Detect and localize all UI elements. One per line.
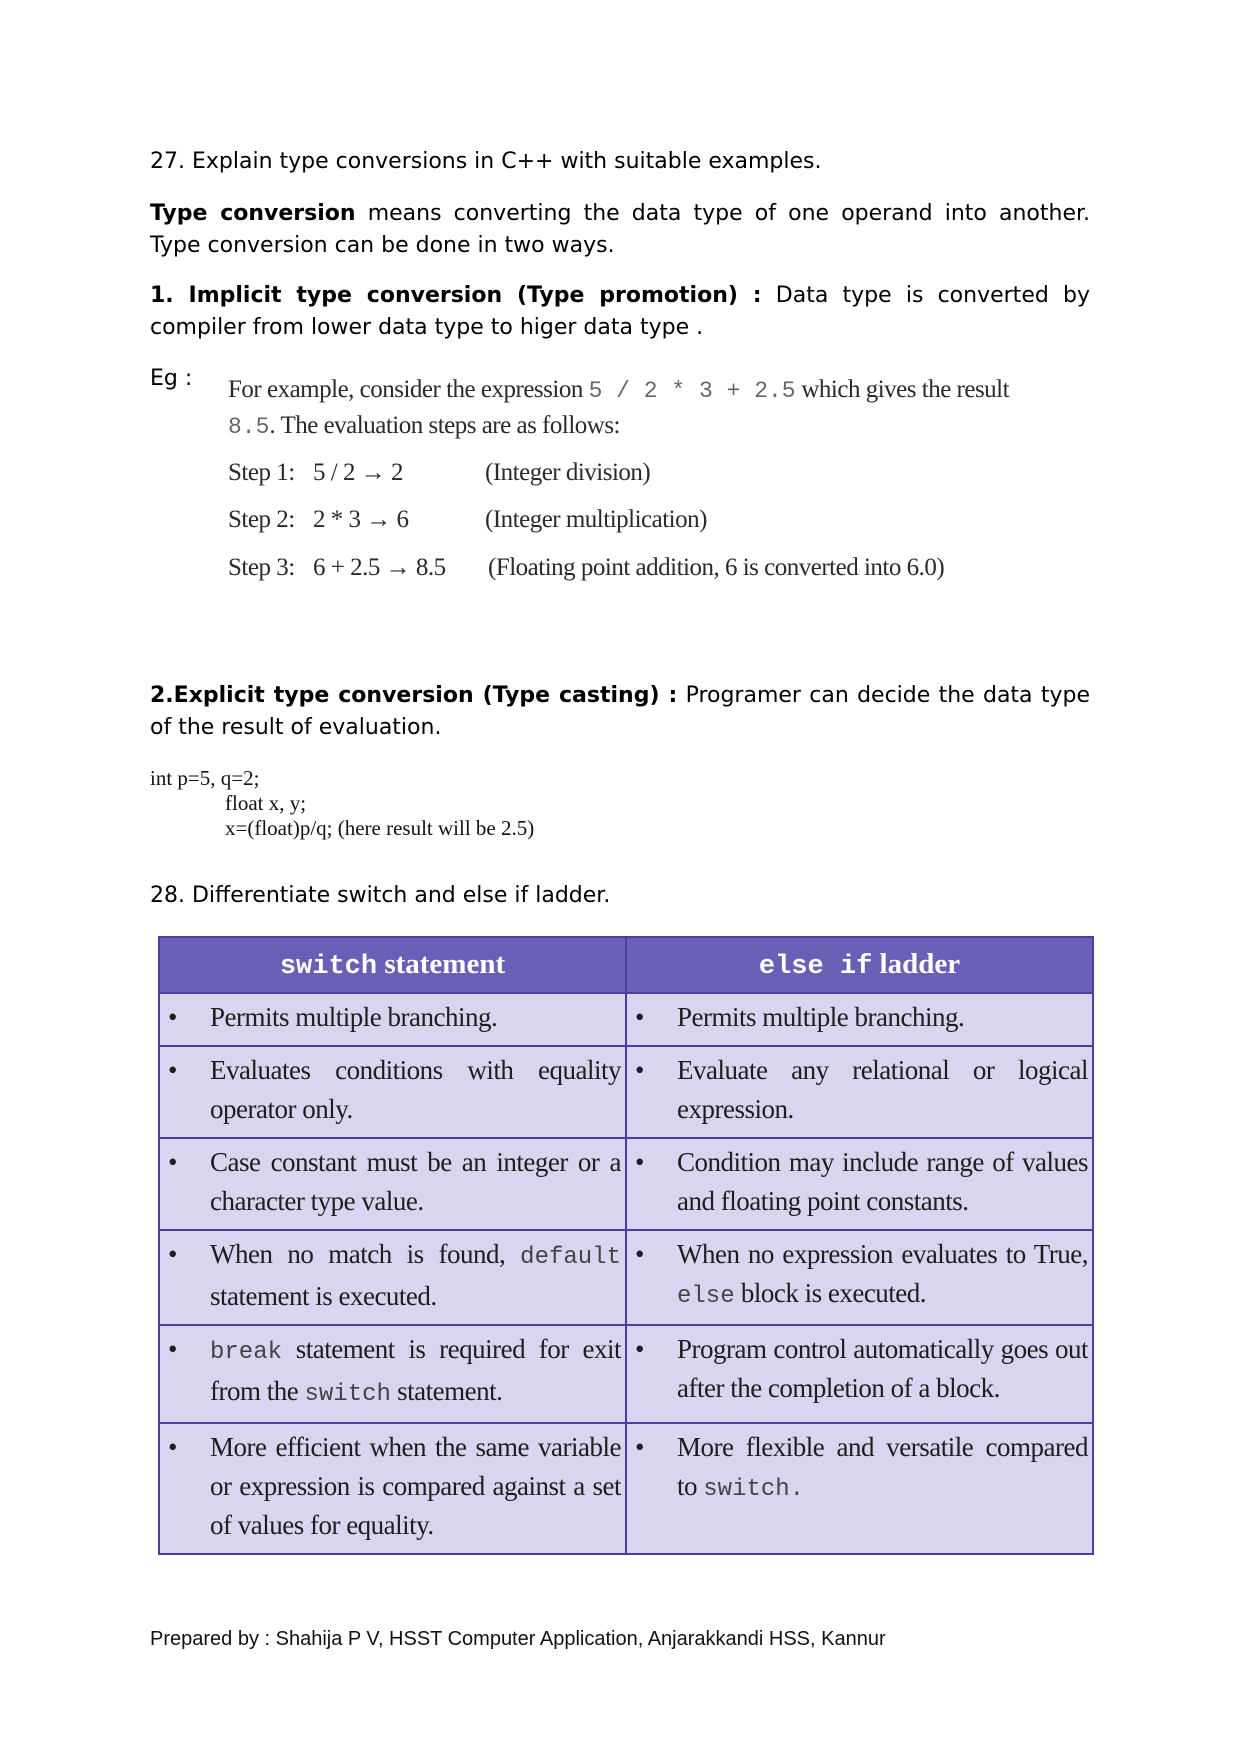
break-keyword: break (210, 1339, 283, 1366)
step-2-label: Step 2: (228, 506, 295, 533)
switch-cell (159, 1138, 626, 1230)
bullet: • (168, 1239, 177, 1269)
cell-text-post: block is executed. (734, 1278, 927, 1308)
bullet: • (635, 1432, 644, 1462)
else-if-cell (626, 1423, 1093, 1554)
switch-cell (159, 1230, 626, 1325)
switch-keyword: switch (304, 1381, 391, 1408)
code-line-3: x=(float)p/q; (here result will be 2.5) (225, 816, 535, 840)
bullet: • (168, 1147, 177, 1177)
switch-cell (159, 1325, 626, 1423)
step-1-note: (Integer division) (485, 459, 651, 486)
else-if-cell (626, 1230, 1093, 1325)
cell-text: Program control automatically goes out after the completion of a block. (677, 1334, 1088, 1403)
code-line-2: float x, y; (225, 791, 307, 815)
table-row (159, 993, 1093, 1046)
bullet: • (635, 1002, 644, 1032)
header-switch-statement (159, 937, 626, 993)
definition-term: Type conversion (150, 201, 356, 226)
cell-text: Permits multiple branching. (677, 1002, 965, 1032)
header-else-if-ladder (626, 937, 1093, 993)
bullet: • (168, 1055, 177, 1085)
default-keyword: default (520, 1244, 621, 1271)
cell-text (210, 1330, 621, 1414)
step-3-note: (Floating point addition, 6 is converted into 6.0) (488, 554, 945, 581)
example-line-1-pre: For example, consider the expression (228, 376, 589, 403)
question-27-heading: 27. Explain type conversions in C++ with suitable examples. (150, 149, 822, 174)
header-switch-text: statement (377, 948, 506, 980)
table-row (159, 1230, 1093, 1325)
step-1-label: Step 1: (228, 459, 295, 486)
cell-text-pre: More flexible and versatile compared to (677, 1432, 1088, 1501)
step-2-expression: 2 * 3 → 6 (313, 506, 409, 533)
bullet: • (168, 1432, 177, 1462)
type-conversion-definition (150, 198, 1090, 262)
table-row (159, 1138, 1093, 1230)
cell-text-pre: When no match is found, (210, 1239, 521, 1269)
example-line-1 (228, 376, 1009, 404)
bullet: • (168, 1002, 177, 1032)
cell-text: Permits multiple branching. (210, 1002, 498, 1032)
switch-cell (159, 993, 626, 1046)
cell-text (210, 1235, 621, 1316)
example-line-1-post: which gives the result (795, 376, 1010, 403)
table-row (159, 1325, 1093, 1423)
bullet: • (635, 1334, 644, 1364)
definition-text: means converting the data type of one operand into another. Type conversion can be done in two ways. (150, 201, 1091, 258)
step-2-note: (Integer multiplication) (485, 506, 707, 533)
cell-text-post: statement. (390, 1376, 503, 1406)
implicit-conversion-text: Data type is converted by compiler from lower data type to higer data type . (150, 283, 1090, 340)
cell-text: More efficient when the same variable or expression is compared against a set of values for equality. (210, 1432, 621, 1540)
switch-cell (159, 1046, 626, 1138)
header-switch-code: switch (279, 952, 378, 982)
step-3-expression: 6 + 2.5 → 8.5 (313, 554, 446, 581)
bullet: • (635, 1055, 644, 1085)
cell-text: Evaluates conditions with equality operator only. (210, 1055, 621, 1124)
example-line-2 (228, 412, 620, 440)
table-row (159, 1046, 1093, 1138)
question-28-heading: 28. Differentiate switch and else if ladder. (150, 883, 611, 908)
step-1-expression: 5 / 2 → 2 (313, 459, 403, 486)
cell-text-mid: statement is required for exit from the (210, 1334, 621, 1406)
else-if-cell (626, 1046, 1093, 1138)
code-line-1: int p=5, q=2; (150, 766, 260, 790)
header-else-if-code: else if (758, 952, 873, 982)
example-label: Eg : (150, 366, 193, 391)
explicit-conversion-title: 2.Explicit type conversion (Type casting) : (150, 683, 678, 708)
implicit-conversion-title: 1. Implicit type conversion (Type promotion) : (150, 283, 762, 308)
switch-keyword: switch. (703, 1476, 805, 1503)
implicit-conversion-paragraph (150, 280, 1090, 344)
footer-credit: Prepared by : Shahija P V, HSST Computer Application, Anjarakkandi HSS, Kannur (150, 1628, 886, 1650)
explicit-conversion-paragraph (150, 680, 1090, 744)
cell-text-pre: When no expression evaluates to True, (677, 1239, 1088, 1269)
table-header-row (159, 937, 1093, 993)
else-if-cell (626, 1138, 1093, 1230)
example-result-code: 8.5 (228, 414, 270, 440)
cell-text: Evaluate any relational or logical expression. (677, 1055, 1088, 1124)
cell-text: Case constant must be an integer or a character type value. (210, 1147, 621, 1216)
explicit-conversion-text: Programer can decide the data type of the result of evaluation. (150, 683, 1090, 740)
bullet: • (635, 1147, 644, 1177)
step-3-label: Step 3: (228, 554, 295, 581)
else-if-cell (626, 993, 1093, 1046)
example-line-2-post: . The evaluation steps are as follows: (269, 412, 621, 439)
example-expression-code: 5 / 2 * 3 + 2.5 (588, 378, 796, 404)
table-row (159, 1423, 1093, 1554)
else-keyword: else (677, 1283, 735, 1310)
cell-text (677, 1428, 1088, 1509)
header-else-if-text: ladder (872, 948, 961, 980)
cell-text-post: statement is executed. (210, 1281, 437, 1311)
comparison-table (158, 936, 1094, 1555)
else-if-cell (626, 1325, 1093, 1423)
bullet: • (635, 1239, 644, 1269)
bullet: • (168, 1334, 177, 1364)
cell-text (677, 1235, 1088, 1316)
switch-cell (159, 1423, 626, 1554)
cell-text: Condition may include range of values and floating point constants. (677, 1147, 1088, 1216)
